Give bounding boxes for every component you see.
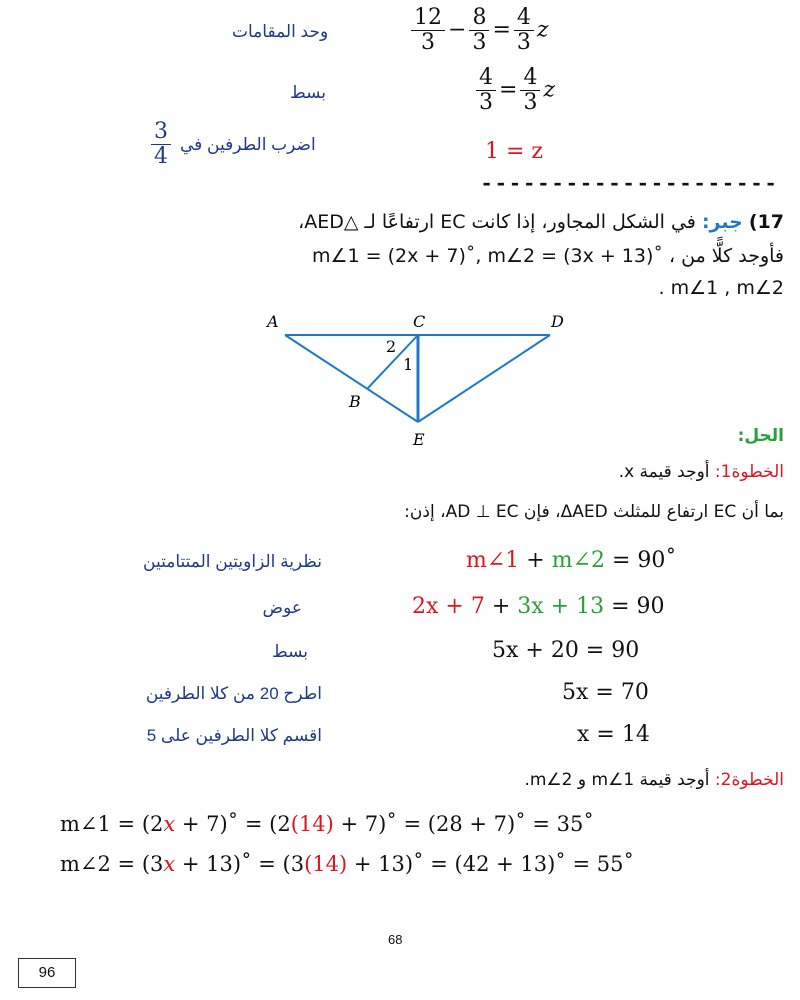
reason-divide: اقسم كلا الطرفين على 5 bbox=[146, 726, 322, 745]
label-C: C bbox=[413, 312, 426, 331]
triangle-figure bbox=[255, 305, 595, 455]
fraction: $\frac{4}{3}$ bbox=[520, 66, 540, 115]
given-statement: بما أن EC ارتفاع للمثلث ΔAED، فإن AD ⊥ EC، إذن: bbox=[404, 502, 784, 522]
label-D: D bbox=[551, 312, 564, 331]
reason-simplify: بسط bbox=[290, 83, 327, 102]
label-A: A bbox=[267, 312, 279, 331]
step-2: الخطوة2: أوجد قيمة m∠1 و m∠2. bbox=[524, 770, 784, 790]
page-box-number: 96 bbox=[18, 958, 76, 988]
final-angle-1: m∠1 = (2x + 7)˚ = (2(14) + 7)˚ = (28 + 7)˚ = 35˚ bbox=[60, 812, 594, 836]
label-angle-1: 1 bbox=[403, 355, 414, 374]
segment-DE bbox=[418, 335, 550, 422]
reason-complementary: نظرية الزاويتين المتتامتين bbox=[143, 552, 322, 571]
problem-tag: جبر: bbox=[701, 211, 743, 233]
multiply-reason: $\frac{3}{4}$ اضرب الطرفين في bbox=[148, 120, 316, 169]
solution-row-2: 2x + 7 + 3x + 13 = 90 bbox=[412, 594, 665, 619]
result-z: 1 = z bbox=[485, 139, 544, 164]
solution-row-5: x = 14 bbox=[577, 722, 650, 747]
problem-line-1: في الشكل المجاور، إذا كانت EC ارتفاعًا لـ △AED، bbox=[298, 211, 696, 233]
label-E: E bbox=[413, 430, 425, 449]
page-number: 68 bbox=[388, 932, 403, 947]
equation-row-2: $\frac{4}{3}$ = $\frac{4}{3}$ z bbox=[473, 66, 555, 115]
fraction: $\frac{12}{3}$ bbox=[411, 6, 445, 55]
factor-fraction: $\frac{3}{4}$ bbox=[151, 120, 171, 169]
problem-number: 17) bbox=[748, 211, 784, 233]
problem-line-2: m∠1 = (2x + 7)˚, m∠2 = (3x + 13)˚ ، فأوجد كلًّا من bbox=[311, 245, 784, 267]
equation-row-1: $\frac{12}{3}$ − $\frac{8}{3}$ = $\frac{4}{3}$ z bbox=[408, 6, 548, 55]
label-B: B bbox=[349, 392, 361, 411]
final-angle-2: m∠2 = (3x + 13)˚ = (3(14) + 13)˚ = (42 + 13)˚ = 55˚ bbox=[60, 852, 634, 876]
label-angle-2: 2 bbox=[386, 337, 397, 356]
separator-line: --------------------- bbox=[480, 172, 779, 197]
reason-substitute: عوض bbox=[262, 598, 302, 617]
step-1: الخطوة1: أوجد قيمة x. bbox=[618, 462, 784, 482]
fraction: $\frac{4}{3}$ bbox=[514, 6, 534, 55]
solution-row-1: m∠1 + m∠2 = 90˚ bbox=[466, 548, 677, 573]
solution-heading: الحل: bbox=[737, 426, 784, 446]
solution-row-4: 5x = 70 bbox=[562, 680, 649, 705]
fraction: $\frac{4}{3}$ bbox=[476, 66, 496, 115]
solution-row-3: 5x + 20 = 90 bbox=[492, 638, 640, 663]
reason-subtract: اطرح 20 من كلا الطرفين bbox=[145, 684, 322, 703]
problem-line-3: . m∠1 , m∠2 bbox=[658, 277, 784, 299]
reason-unify-denominators: وحد المقامات bbox=[232, 22, 329, 41]
fraction: $\frac{8}{3}$ bbox=[469, 6, 489, 55]
problem-statement bbox=[84, 205, 784, 303]
reason-simplify-2: بسط bbox=[271, 642, 308, 661]
